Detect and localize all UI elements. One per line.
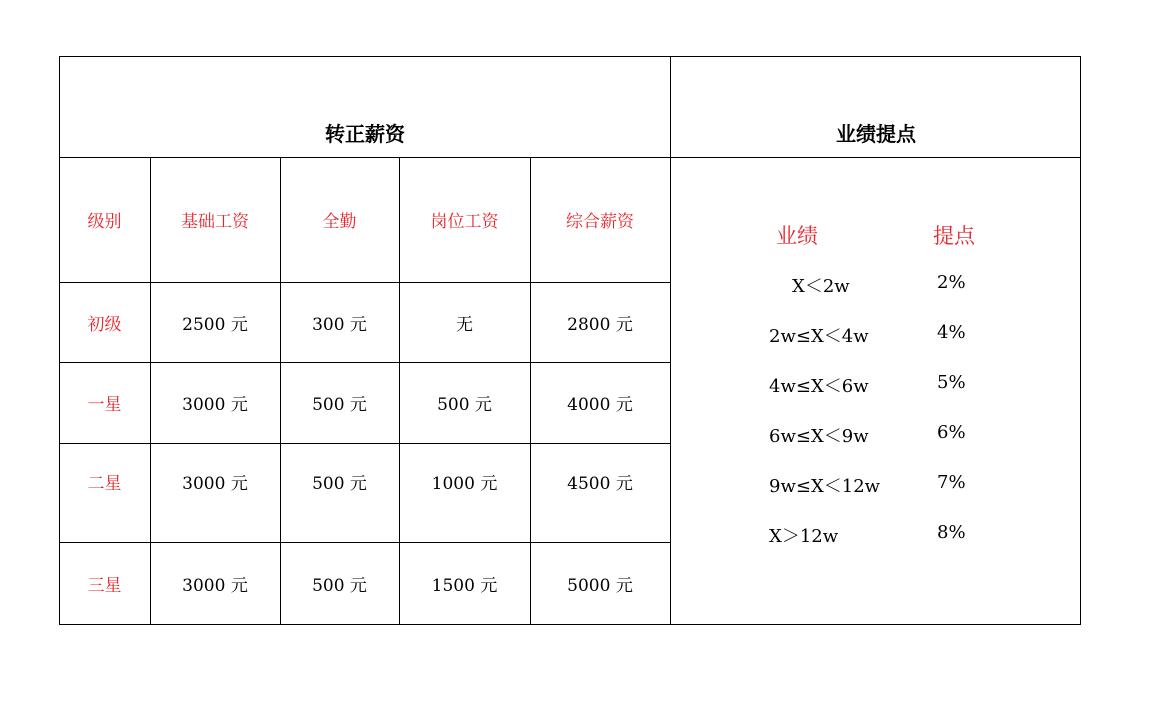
commission-range: X＞12w bbox=[769, 526, 839, 547]
commission-range: 4w≤X＜6w bbox=[769, 376, 869, 397]
table-cell-total: 4000 元 bbox=[567, 395, 633, 415]
commission-range: X＜2w bbox=[792, 276, 850, 297]
commission-range: 6w≤X＜9w bbox=[769, 426, 869, 447]
column-header-total-salary: 综合薪资 bbox=[566, 211, 634, 232]
table-cell-base: 2500 元 bbox=[182, 314, 248, 335]
commission-rate: 4% bbox=[937, 322, 966, 343]
table-cell-attendance: 500 元 bbox=[312, 473, 367, 494]
column-header-position-salary: 岗位工资 bbox=[430, 211, 499, 232]
table-cell-base: 3000 元 bbox=[182, 473, 248, 494]
commission-header-rate: 提点 bbox=[933, 224, 975, 248]
table-cell-attendance: 300 元 bbox=[312, 314, 367, 335]
commission-rate: 5% bbox=[937, 372, 966, 393]
table-cell-level: 二星 bbox=[87, 473, 122, 494]
commission-range: 9w≤X＜12w bbox=[769, 476, 881, 497]
table-border-bottom bbox=[59, 624, 1081, 625]
commission-rate: 6% bbox=[937, 422, 966, 443]
salary-section-title: 转正薪资 bbox=[325, 121, 405, 146]
table-cell-total: 5000 元 bbox=[567, 575, 633, 596]
commission-rate: 2% bbox=[937, 272, 966, 293]
salary-table bbox=[59, 56, 1081, 625]
table-cell-attendance: 500 元 bbox=[312, 575, 367, 596]
table-cell-base: 3000 元 bbox=[182, 575, 248, 596]
commission-rate: 7% bbox=[937, 472, 966, 493]
table-cell-position: 1000 元 bbox=[431, 473, 498, 494]
table-cell-base: 3000 元 bbox=[182, 395, 248, 415]
column-header-level: 级别 bbox=[87, 211, 122, 232]
column-header-base-salary: 基础工资 bbox=[181, 211, 249, 232]
table-cell-position: 1500 元 bbox=[431, 575, 498, 596]
table-cell-total: 4500 元 bbox=[567, 473, 633, 494]
table-cell-level: 三星 bbox=[87, 575, 122, 596]
commission-section-title: 业绩提点 bbox=[836, 121, 916, 146]
table-cell-position: 500 元 bbox=[437, 395, 492, 415]
commission-header-performance: 业绩 bbox=[776, 224, 818, 248]
table-cell-level: 一星 bbox=[87, 395, 122, 415]
table-cell-position: 无 bbox=[456, 314, 473, 335]
commission-range: 2w≤X＜4w bbox=[769, 326, 869, 347]
column-header-attendance: 全勤 bbox=[322, 211, 357, 232]
table-cell-level: 初级 bbox=[87, 314, 122, 335]
commission-rate: 8% bbox=[937, 522, 966, 543]
table-cell-total: 2800 元 bbox=[567, 314, 633, 335]
table-border-top bbox=[59, 56, 1081, 57]
table-cell-attendance: 500 元 bbox=[312, 395, 367, 415]
